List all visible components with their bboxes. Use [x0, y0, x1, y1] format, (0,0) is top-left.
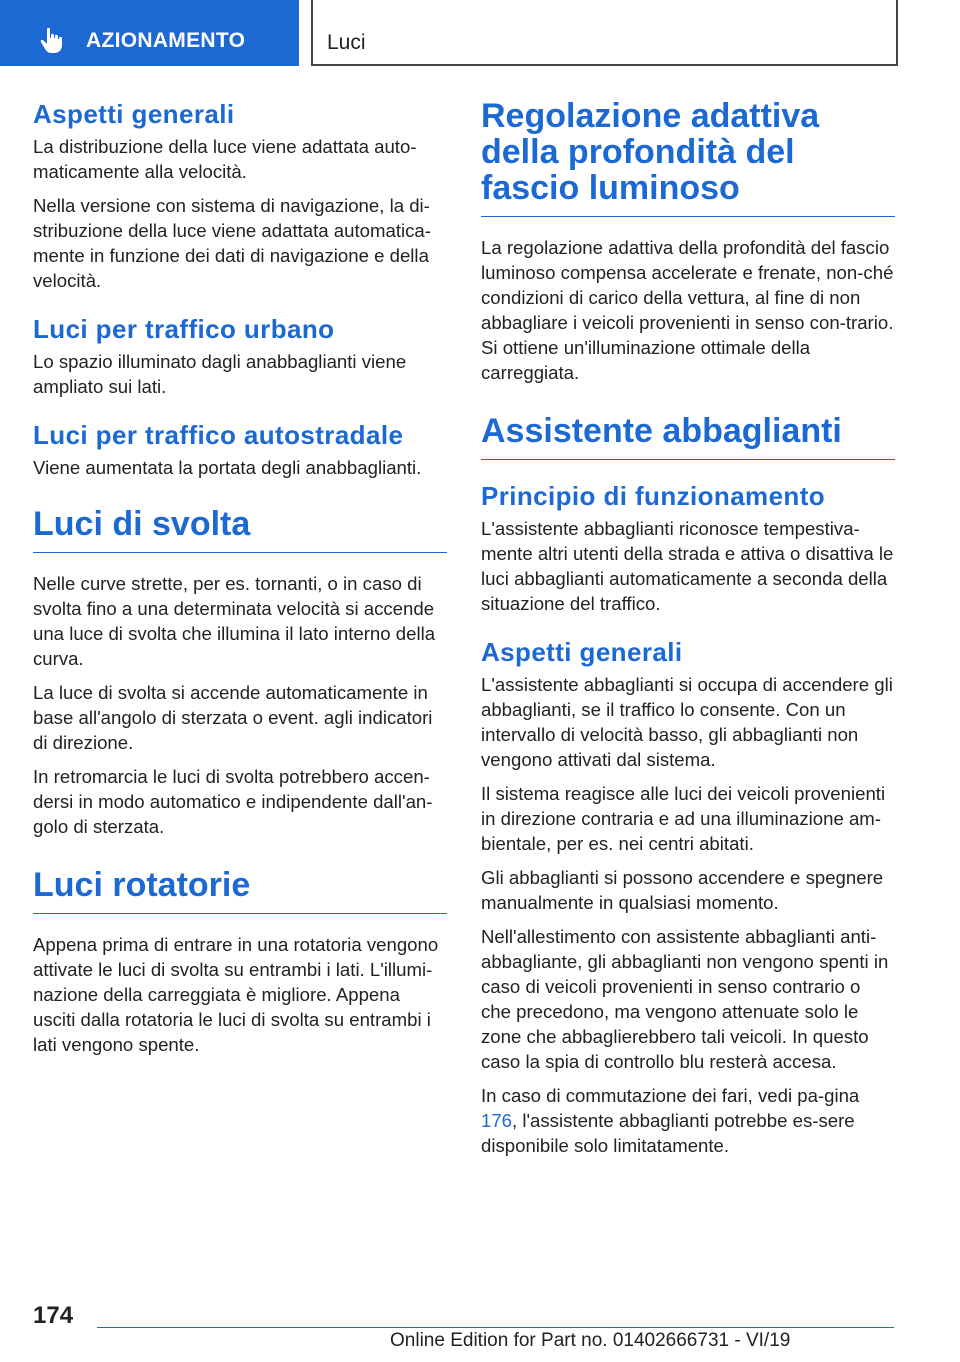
heading-luci-svolta: Luci di svolta — [33, 506, 447, 553]
paragraph: L'assistente abbaglianti riconosce tempestiva-mente altri utenti della strada e attiva o disattiva le luci abbaglianti automaticamente a seconda della situazione del traffico. — [481, 518, 894, 614]
footer-divider — [97, 1327, 894, 1328]
text-span: In caso di commutazione dei fari, vedi pa-gina — [481, 1085, 860, 1106]
page-number: 174 — [33, 1302, 74, 1329]
section-label: AZIONAMENTO — [86, 29, 246, 52]
paragraph: La regolazione adattiva della profondità del fascio luminoso compensa accelerate e frenate, non-ché condizioni di carico della vettura, al fine di non abbagliare i veicoli provenienti in senso con-trario. Si ottiene un'illuminazione ottimale della carreggiata. — [481, 237, 894, 383]
paragraph: Il sistema reagisce alle luci dei veicoli provenienti in direzione contraria e ad una illuminazione am-bientale, per es. nei centri abitati. — [481, 783, 886, 854]
heading-aspetti-generali: Aspetti generali — [33, 99, 235, 129]
paragraph-with-link — [481, 1083, 895, 1158]
heading-assistente-abbaglianti: Assistente abbaglianti — [481, 413, 895, 460]
paragraph: Nelle curve strette, per es. tornanti, o in caso di svolta fino a una determinata velocità si accende una luce di svolta che illumina il lato interno della curva. — [33, 573, 436, 669]
chapter-box — [311, 0, 898, 66]
paragraph: Gli abbaglianti si possono accendere e spegnere manualmente in qualsiasi momento. — [481, 867, 884, 913]
heading-traffico-autostradale: Luci per traffico autostradale — [33, 420, 404, 450]
page-link[interactable]: 176 — [481, 1110, 513, 1131]
page-header — [0, 0, 960, 66]
paragraph: La luce di svolta si accende automaticamente in base all'angolo di sterzata o event. agli indicatori di direzione. — [33, 682, 433, 753]
chapter-label: Luci — [327, 31, 366, 54]
edition-footer: Online Edition for Part no. 01402666731 - VI/19 — [390, 1330, 791, 1351]
paragraph: Nella versione con sistema di navigazione, la di-stribuzione della luce viene adattata automatica-mente in funzione dei dati di navigazione e della velocità. — [33, 195, 431, 291]
paragraph: L'assistente abbaglianti si occupa di accendere gli abbaglianti, se il traffico lo consente. Con un intervallo di velocità basso, gli abbaglianti non vengono attivati dal sistema. — [481, 674, 893, 770]
paragraph: In retromarcia le luci di svolta potrebbero accen-dersi in modo automatico e indipendente dall'an-golo di sterzata. — [33, 766, 433, 837]
text-span: , l'assistente abbaglianti potrebbe es-sere disponibile solo limitatamente. — [481, 1110, 855, 1156]
paragraph: Viene aumentata la portata degli anabbaglianti. — [33, 457, 422, 478]
paragraph: Lo spazio illuminato dagli anabbaglianti viene ampliato sui lati. — [33, 351, 407, 397]
section-tab[interactable] — [0, 0, 299, 66]
heading-luci-rotatorie: Luci rotatorie — [33, 867, 447, 914]
right-column — [481, 98, 895, 1167]
paragraph: La distribuzione della luce viene adattata auto-maticamente alla velocità. — [33, 136, 417, 182]
heading-principio-funzionamento: Principio di funzionamento — [481, 481, 826, 511]
heading-traffico-urbano: Luci per traffico urbano — [33, 314, 335, 344]
left-column — [33, 98, 447, 1066]
touch-hand-icon — [38, 26, 66, 54]
paragraph: Appena prima di entrare in una rotatoria vengono attivate le luci di svolta su entrambi i lati. L'illumi-nazione della carreggiata è migliore. Appena usciti dalla rotatoria le luci di svolta su entrambi i lati vengono spente. — [33, 934, 439, 1055]
heading-regolazione-adattiva: Regolazione adattiva della profondità del fascio luminoso — [481, 98, 895, 217]
paragraph: Nell'allestimento con assistente abbaglianti anti-abbagliante, gli abbaglianti non vengono spenti in caso di veicoli provenienti in senso contrario o che precedono, ma vengono attenuate solo le zone che abbaglierebbero tali veicoli. In questo caso la spia di controllo blu resterà accesa. — [481, 926, 889, 1072]
heading-aspetti-generali-assistente: Aspetti generali — [481, 637, 683, 667]
